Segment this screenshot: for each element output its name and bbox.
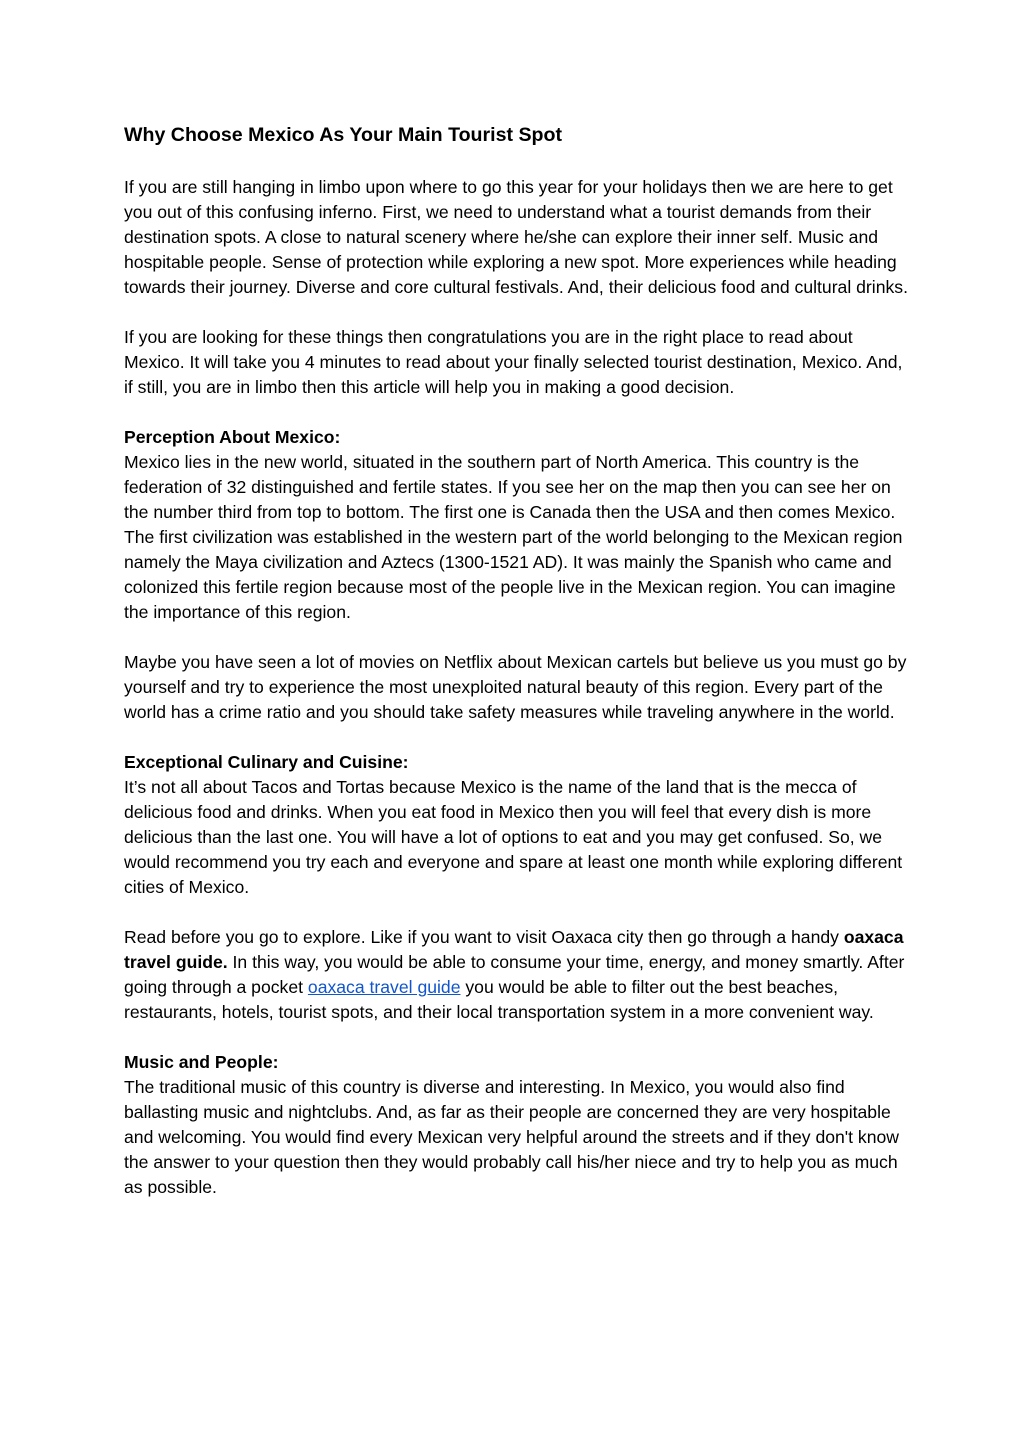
oaxaca-travel-guide-link[interactable]: oaxaca travel guide <box>307 977 461 997</box>
section-culinary <box>124 750 914 900</box>
oaxaca-guide-bold: oaxaca travel guide. <box>124 927 904 972</box>
culinary-paragraph-1: It’s not all about Tacos and Tortas because Mexico is the name of the land that is the mecca of delicious food and drinks. When you eat food in Mexico then you will feel that every dish is more delicious than the last one. You will have a lot of options to eat and you may get confused. So, we would recommend you try each and everyone and spare at least one month while exploring different cities of Mexico. <box>124 777 903 897</box>
section-heading-perception: Perception About Mexico: <box>124 427 341 447</box>
section-heading-music: Music and People: <box>124 1052 279 1072</box>
perception-paragraph-1: Mexico lies in the new world, situated in the southern part of North America. This country is the federation of 32 distinguished and fertile states. If you see her on the map then you can see her on the number third from top to bottom. The first one is Canada then the USA and then comes Mexico. The first civilization was established in the western part of the world belonging to the Mexican region namely the Maya civilization and Aztecs (1300-1521 AD). It was mainly the Spanish who came and colonized this fertile region because most of the people live in the Mexican region. You can imagine the importance of this region. <box>124 452 903 622</box>
document-title: Why Choose Mexico As Your Main Tourist Spot <box>124 124 562 146</box>
section-heading-culinary: Exceptional Culinary and Cuisine: <box>124 752 409 772</box>
section-music <box>124 1050 914 1200</box>
culinary-p2-text-2: In this way, you would be able to consume your time, energy, and money smartly. After going through a pocket <box>124 952 905 997</box>
culinary-paragraph-2 <box>124 925 914 1025</box>
perception-paragraph-2: Maybe you have seen a lot of movies on Netflix about Mexican cartels but believe us you must go by yourself and try to experience the most unexploited natural beauty of this region. Every part of the world has a crime ratio and you should take safety measures while traveling anywhere in the world. <box>124 652 907 722</box>
intro-paragraph-2: If you are looking for these things then congratulations you are in the right place to read about Mexico. It will take you 4 minutes to read about your finally selected tourist destination, Mexico. And, if still, you are in limbo then this article will help you in making a good decision. <box>124 327 903 397</box>
culinary-p2-text-3: you would be able to filter out the best beaches, restaurants, hotels, tourist spots, and their local transportation system in a more convenient way. <box>124 977 874 1022</box>
document-page <box>124 120 914 1225</box>
culinary-p2-text-1: Read before you go to explore. Like if you want to visit Oaxaca city then go through a handy <box>124 927 844 947</box>
section-perception <box>124 425 914 625</box>
intro-paragraph-1: If you are still hanging in limbo upon where to go this year for your holidays then we are here to get you out of this confusing inferno. First, we need to understand what a tourist demands from their destination spots. A close to natural scenery where he/she can explore their inner self. Music and hospitable people. Sense of protection while exploring a new spot. More experiences while heading towards their journey. Diverse and core cultural festivals. And, their delicious food and cultural drinks. <box>124 177 908 297</box>
music-paragraph-1: The traditional music of this country is diverse and interesting. In Mexico, you would also find ballasting music and nightclubs. And, as far as their people are concerned they are very hospitable and welcoming. You would find every Mexican very helpful around the streets and if they don't know the answer to your question then they would probably call his/her niece and try to help you as much as possible. <box>124 1077 900 1197</box>
